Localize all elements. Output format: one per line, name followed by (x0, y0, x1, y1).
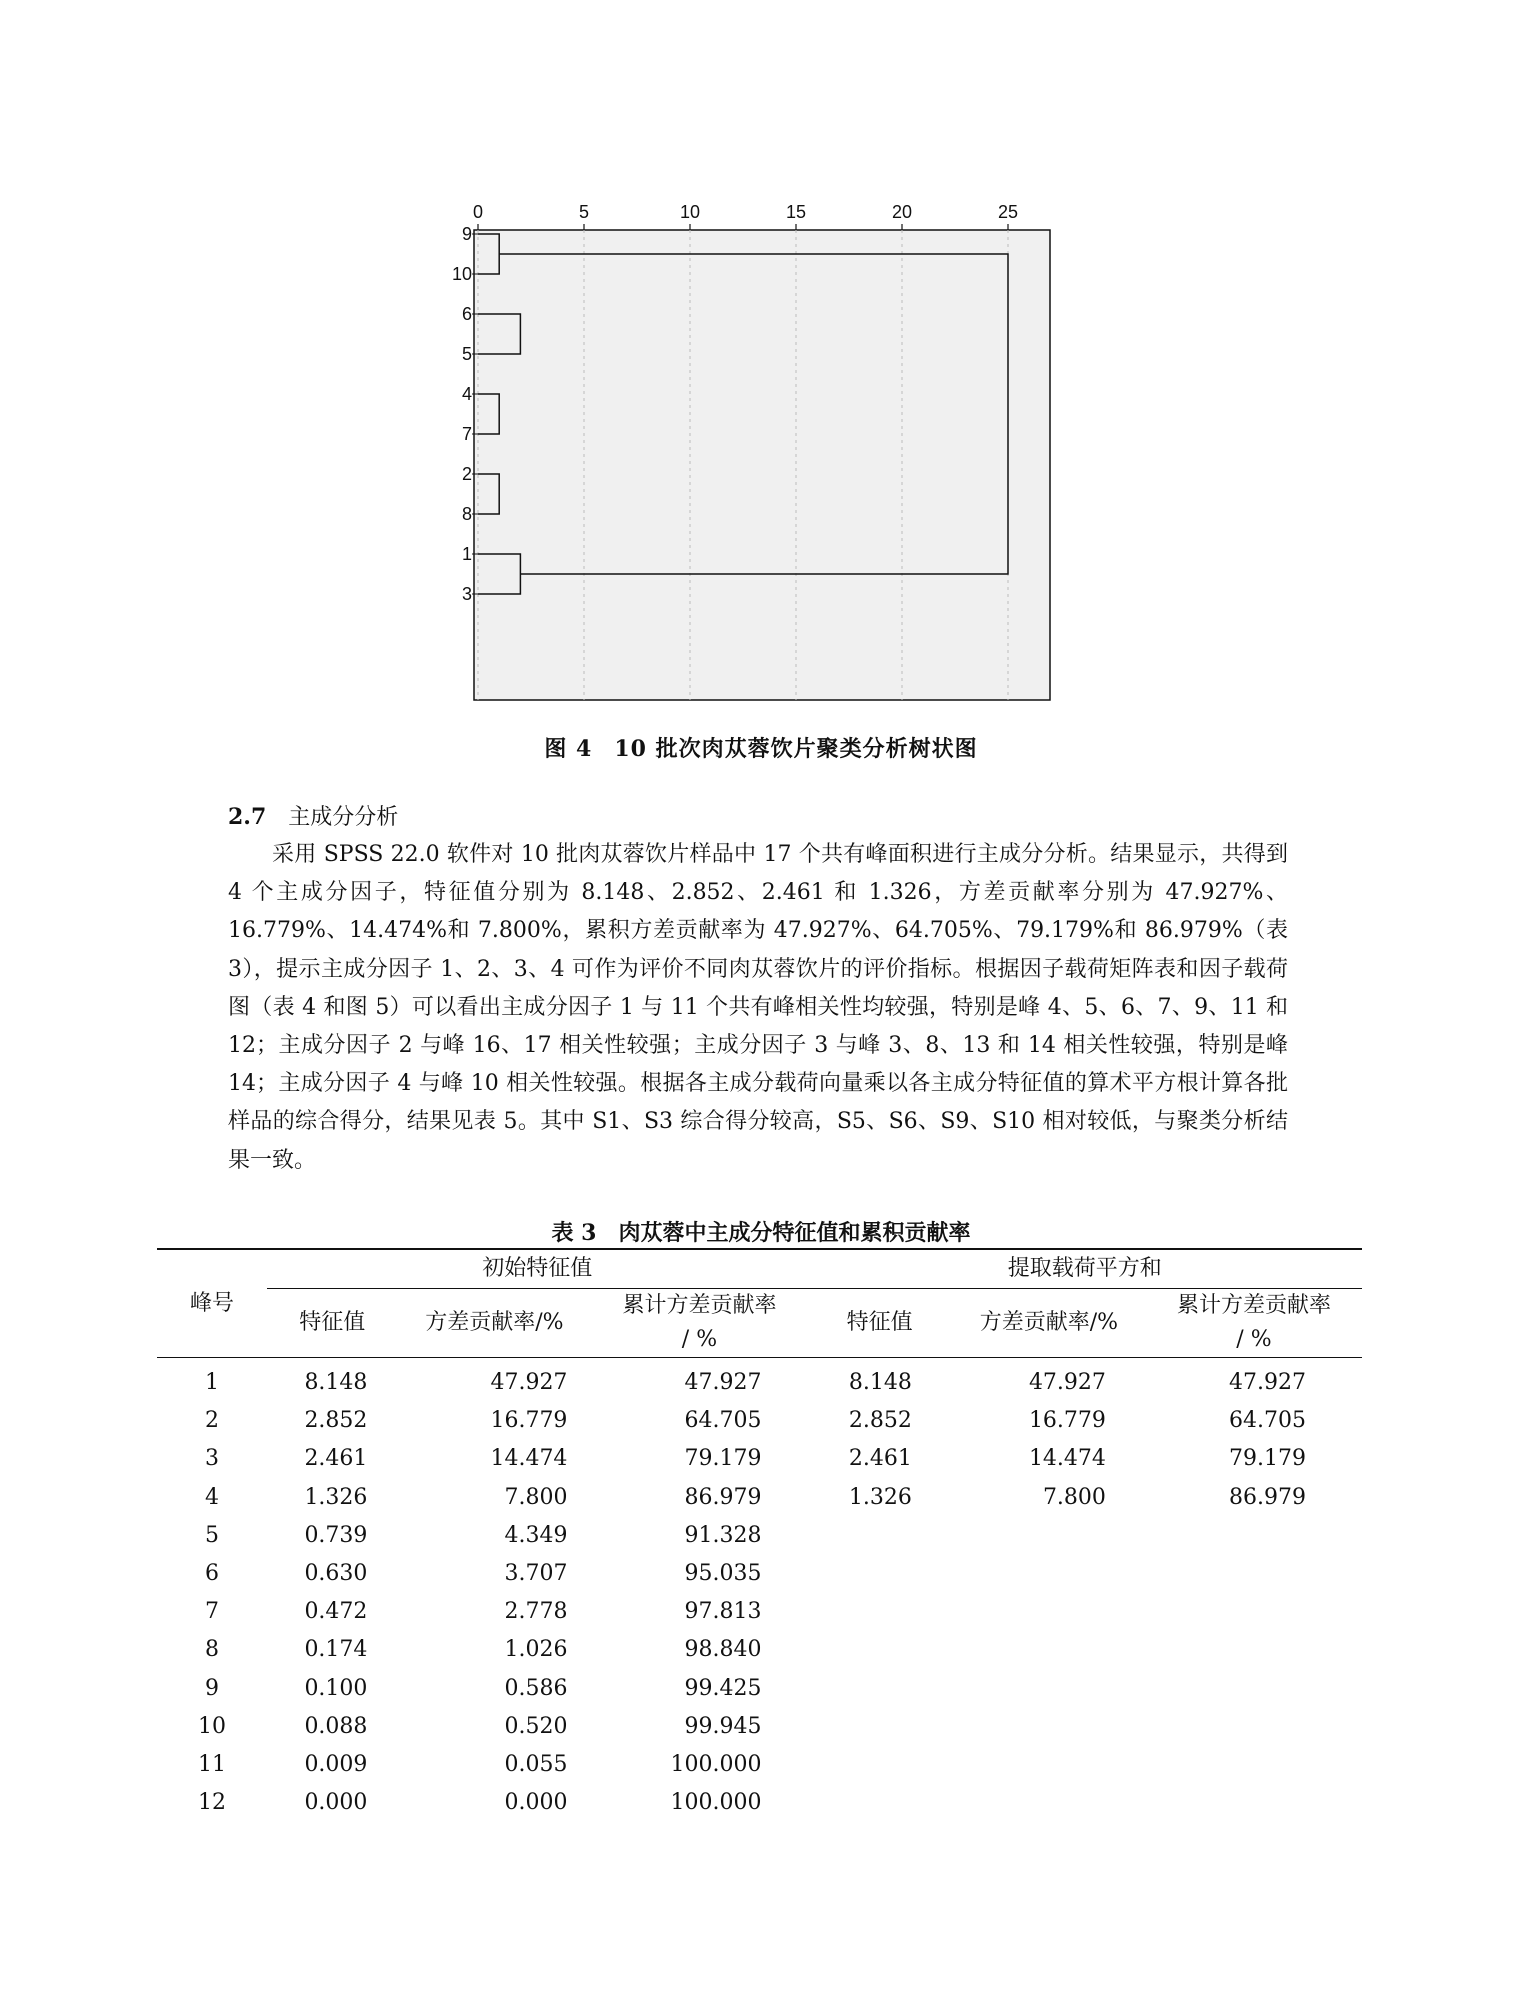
cell-cum-extracted (1146, 1784, 1362, 1822)
cell-var-initial: 16.779 (490, 1408, 568, 1434)
cell-var-extracted: 14.474 (1028, 1446, 1106, 1472)
table-row (157, 1517, 1362, 1555)
cell-eigen-extracted: 1.326 (848, 1484, 912, 1510)
leaf-label: 4 (461, 384, 472, 404)
cluster-dendrogram (440, 180, 1080, 720)
cell-cum-extracted (1146, 1746, 1362, 1784)
cell-eigen-extracted: 8.148 (848, 1370, 912, 1395)
cell-eigen-extracted (807, 1631, 951, 1669)
x-tick-label: 10 (679, 202, 701, 222)
cell-var-initial: 47.927 (490, 1370, 568, 1395)
cell-var-initial: 0.000 (504, 1790, 568, 1816)
cell-cum-initial: 98.840 (684, 1637, 762, 1663)
body-paragraph: 采用 SPSS 22.0 软件对 10 批肉苁蓉饮片样品中 17 个共有峰面积进行主成分分析。结果显示，共得到 4 个主成分因子，特征值分别为 8.148、2.852、2.461 和 1.326，方差贡献率分别为 47.927%、16.779%、14.474%和 7.800%，累积方差贡献率为 47.927%、64.705%、79.179%和 86.979%（表 3），提示主成分因子 1、2、3、4 可作为评价不同肉苁蓉饮片的评价指标。根据因子载荷矩阵表和因子载荷图（表 4 和图 5）可以看出主成分因子 1 与 11 个共有峰相关性均较强，特别是峰 4、5、6、7、9、11 和 12；主成分因子 2 与峰 16、17 相关性较强；主成分因子 3 与峰 3、8、13 和 14 相关性较强，特别是峰 14；主成分因子 4 与峰 10 相关性较强。根据各主成分载荷向量乘以各主成分特征值的算术平方根计算各批样品的综合得分，结果见表 5。其中 S1、S3 综合得分较高，S5、S6、S9、S10 相对较低，与聚类分析结果一致。 (228, 842, 1288, 1173)
cell-var-initial: 0.520 (504, 1713, 568, 1739)
cell-eigen-extracted (807, 1708, 951, 1746)
cell-eigen-extracted (807, 1593, 951, 1631)
cell-eigen-extracted (807, 1670, 951, 1708)
cell-cum-initial: 99.945 (684, 1713, 762, 1739)
col-eigen-extracted: 特征值 (807, 1289, 951, 1358)
cell-eigen-extracted (807, 1784, 951, 1822)
x-tick-label: 20 (891, 202, 913, 222)
table-body (157, 1358, 1362, 1823)
leaf-label: 9 (461, 224, 472, 244)
cell-cum-extracted: 79.179 (1229, 1446, 1306, 1472)
cell-var-initial: 3.707 (504, 1561, 568, 1587)
cell-cum-extracted: 47.927 (1229, 1370, 1306, 1395)
cell-peak: 12 (198, 1790, 226, 1816)
cell-var-extracted (952, 1746, 1146, 1784)
cell-cum-extracted: 86.979 (1229, 1484, 1306, 1510)
cell-var-extracted (952, 1670, 1146, 1708)
cell-eigen-extracted (807, 1555, 951, 1593)
cell-cum-extracted (1146, 1593, 1362, 1631)
cell-peak: 4 (205, 1484, 219, 1510)
x-tick-label: 25 (997, 202, 1019, 222)
cell-var-extracted (952, 1784, 1146, 1822)
cell-cum-initial: 91.328 (684, 1522, 762, 1548)
cell-peak: 7 (205, 1599, 219, 1625)
col-var-initial: 方差贡献率/% (397, 1289, 591, 1358)
leaf-label: 5 (461, 344, 472, 364)
cell-var-initial: 4.349 (504, 1522, 568, 1548)
leaf-label: 3 (461, 584, 472, 604)
cell-var-extracted (952, 1631, 1146, 1669)
table-row (157, 1784, 1362, 1822)
cell-peak: 6 (205, 1561, 219, 1587)
cell-peak: 2 (205, 1408, 219, 1434)
cell-cum-extracted: 64.705 (1229, 1408, 1306, 1434)
cell-cum-extracted (1146, 1555, 1362, 1593)
cell-var-extracted: 16.779 (1028, 1408, 1106, 1434)
cell-cum-initial: 99.425 (684, 1675, 762, 1701)
peak-header: 峰号 (157, 1249, 267, 1358)
cell-var-initial: 0.055 (504, 1752, 568, 1778)
cell-var-extracted (952, 1708, 1146, 1746)
table-row (157, 1670, 1362, 1708)
plot-area (474, 230, 1050, 700)
cell-peak: 1 (205, 1370, 219, 1395)
cell-eigen-extracted: 2.461 (848, 1446, 912, 1472)
table-caption-text: 肉苁蓉中主成分特征值和累积贡献率 (618, 1220, 971, 1246)
cell-eigen-initial: 1.326 (304, 1484, 368, 1510)
table-row (157, 1708, 1362, 1746)
col-cum-extracted: 累计方差贡献率 / % (1146, 1289, 1362, 1358)
table-row (157, 1479, 1362, 1517)
cell-var-initial: 7.800 (504, 1484, 568, 1510)
table-row (157, 1555, 1362, 1593)
cell-eigen-initial: 2.461 (304, 1446, 368, 1472)
cell-eigen-extracted (807, 1746, 951, 1784)
cell-var-initial: 2.778 (504, 1599, 568, 1625)
extracted-loadings-header: 提取载荷平方和 (807, 1249, 1362, 1289)
cell-eigen-initial: 0.630 (304, 1561, 368, 1587)
cell-cum-extracted (1146, 1517, 1362, 1555)
cell-cum-initial: 95.035 (684, 1561, 762, 1587)
cell-peak: 5 (205, 1522, 219, 1548)
cell-var-initial: 1.026 (504, 1637, 568, 1663)
x-tick-label: 15 (785, 202, 807, 222)
cell-cum-initial: 97.813 (684, 1599, 762, 1625)
table-row (157, 1358, 1362, 1403)
leaf-label: 2 (461, 464, 472, 484)
eigenvalue-table (157, 1248, 1362, 1822)
table-row (157, 1593, 1362, 1631)
cell-var-extracted: 47.927 (1028, 1370, 1106, 1395)
cell-eigen-initial: 8.148 (304, 1370, 368, 1395)
col-cum-initial: 累计方差贡献率 / % (591, 1289, 807, 1358)
leaf-label: 1 (461, 544, 472, 564)
cell-cum-extracted (1146, 1631, 1362, 1669)
cell-peak: 9 (205, 1675, 219, 1701)
cell-eigen-initial: 0.174 (304, 1637, 368, 1663)
figure-caption (0, 732, 1522, 763)
initial-eigen-header: 初始特征值 (267, 1249, 807, 1289)
cell-cum-initial: 64.705 (684, 1408, 762, 1434)
cell-peak: 10 (198, 1713, 226, 1739)
figure-number: 图 4 (544, 736, 593, 762)
cell-eigen-extracted: 2.852 (848, 1408, 912, 1434)
col-eigen-initial: 特征值 (267, 1289, 397, 1358)
cell-cum-initial: 86.979 (684, 1484, 762, 1510)
cell-cum-initial: 100.000 (670, 1790, 762, 1816)
table-caption (0, 1216, 1522, 1247)
cell-cum-initial: 47.927 (684, 1370, 762, 1395)
cell-cum-initial: 79.179 (684, 1446, 762, 1472)
cell-var-extracted: 7.800 (1042, 1484, 1106, 1510)
figure-caption-text: 10 批次肉苁蓉饮片聚类分析树状图 (614, 736, 978, 762)
cell-peak: 11 (198, 1752, 226, 1778)
cell-eigen-initial: 2.852 (304, 1408, 368, 1434)
leaf-label: 7 (461, 424, 472, 444)
cell-peak: 8 (205, 1637, 219, 1663)
x-tick-label: 5 (578, 202, 590, 222)
cell-var-extracted (952, 1555, 1146, 1593)
x-tick-label: 0 (472, 202, 484, 222)
table-number: 表 3 (551, 1220, 597, 1246)
table-row (157, 1440, 1362, 1478)
cell-var-extracted (952, 1517, 1146, 1555)
cell-eigen-initial: 0.088 (304, 1713, 368, 1739)
cell-eigen-initial: 0.009 (304, 1752, 368, 1778)
cell-var-extracted (952, 1593, 1146, 1631)
cell-cum-extracted (1146, 1670, 1362, 1708)
cell-cum-extracted (1146, 1708, 1362, 1746)
cell-var-initial: 14.474 (490, 1446, 568, 1472)
table-row (157, 1402, 1362, 1440)
section-title: 主成分分析 (288, 805, 399, 830)
section-number: 2.7 (228, 804, 267, 830)
cell-eigen-extracted (807, 1517, 951, 1555)
table-row (157, 1631, 1362, 1669)
section-heading (228, 800, 398, 831)
leaf-label: 10 (451, 264, 472, 284)
cell-eigen-initial: 0.000 (304, 1790, 368, 1816)
leaf-label: 8 (461, 504, 472, 524)
table-row (157, 1746, 1362, 1784)
cell-eigen-initial: 0.472 (304, 1599, 368, 1625)
cell-var-initial: 0.586 (504, 1675, 568, 1701)
cell-cum-initial: 100.000 (670, 1752, 762, 1778)
col-var-extracted: 方差贡献率/% (952, 1289, 1146, 1358)
cell-eigen-initial: 0.100 (304, 1675, 368, 1701)
cell-peak: 3 (205, 1446, 219, 1472)
cell-eigen-initial: 0.739 (304, 1522, 368, 1548)
leaf-label: 6 (461, 304, 472, 324)
